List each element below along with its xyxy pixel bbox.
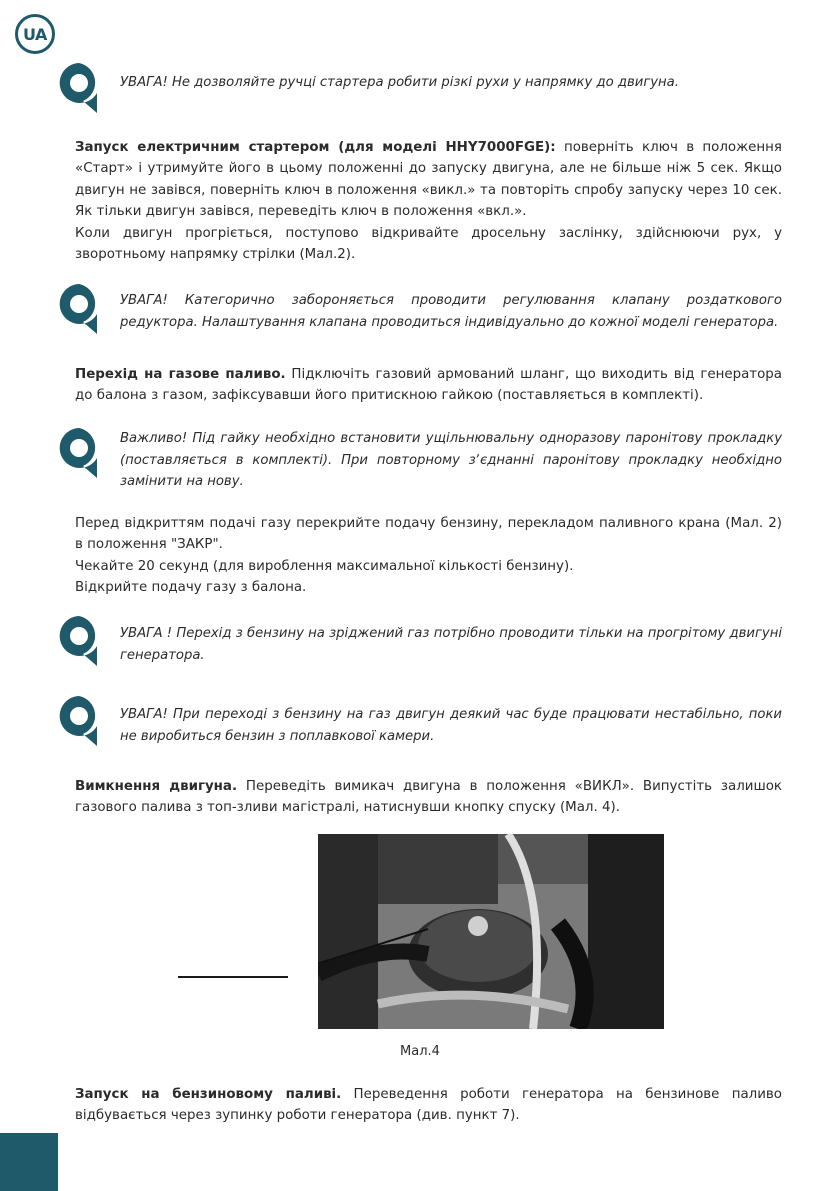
- gas-step: Перед відкриттям подачі газу перекрийте подачу бензину, перекладом паливного крана (Мал. 2) в положення "ЗАКР".: [75, 516, 782, 553]
- warning-note: УВАГА! При переході з бензину на газ двигун деякий час буде працювати нестабільно, поки не виробиться бензин з поплавкової камери.: [120, 707, 782, 744]
- gas-switch-text: Підключіть газовий армований шланг, що виходить від генератора до балона з газом, зафіксувавши його притискною гайкою (поставляється в комплекті).: [75, 367, 783, 404]
- language-badge: UA: [15, 14, 55, 54]
- figure-pointer-line: [178, 976, 288, 978]
- petrol-start-text: Переведення роботи генератора на бензинове паливо відбувається через зупинку роботи генератора (див. пункт 7).: [75, 1087, 782, 1124]
- warning-marker-icon: [57, 694, 101, 748]
- warning-note: УВАГА ! Перехід з бензину на зріджений газ потрібно проводити тільки на прогрітому двигуні генератора.: [120, 626, 782, 663]
- warning-note: УВАГА! Категорично забороняється проводити регулювання клапану роздаткового редуктора. Налаштування клапана проводиться індивідуально до кожної моделі генератора.: [120, 293, 782, 330]
- petrol-start-paragraph: [75, 1084, 782, 1127]
- gas-switch-paragraph: [75, 364, 782, 407]
- warning-marker-icon: [57, 282, 101, 336]
- warning-marker-icon: [57, 61, 101, 115]
- warning-marker-icon: [57, 614, 101, 668]
- engine-stop-text: Переведіть вимикач двигуна в положення «ВИКЛ». Випустіть залишок газового палива з топ-зливи магістралі, натиснувши кнопку спуску (Мал. 4).: [75, 779, 782, 816]
- warning-note: УВАГА! Не дозволяйте ручці стартера робити різкі рухи у напрямку до двигуна.: [120, 75, 679, 90]
- electric-start-paragraph: [75, 137, 782, 265]
- important-note: Важливо! Під гайку необхідно встановити ущільнювальну одноразову паронітову прокладку (поставляється в комплекті). При повторному зʼєднанні паронітову прокладку необхідно замінити на нову.: [120, 431, 782, 489]
- gas-valve-illustration: [318, 834, 664, 1029]
- engine-stop-paragraph: [75, 776, 782, 819]
- warning-marker-icon: [57, 426, 101, 480]
- page-edge-tab: [0, 1133, 58, 1191]
- gas-step: Чекайте 20 секунд (для вироблення максимальної кількості бензину).: [75, 558, 574, 574]
- gas-step: Відкрийте подачу газу з балона.: [75, 580, 307, 596]
- petrol-start-heading: Запуск на бензиновому паливі.: [75, 1087, 342, 1102]
- figure-caption: Мал.4: [400, 1044, 440, 1059]
- figure-photo: [318, 834, 664, 1029]
- gas-switch-heading: Перехід на газове паливо.: [75, 367, 286, 382]
- electric-start-heading: Запуск електричним стартером (для моделі HHY7000FGE):: [75, 140, 556, 155]
- gas-steps-paragraph: [75, 513, 782, 599]
- electric-start-text-2: Коли двигун прогріється, поступово відкривайте дросельну заслінку, здійснюючи рух, у зворотньому напрямку стрілки (Мал.2).: [75, 225, 782, 263]
- electric-start-text: поверніть ключ в положення «Старт» і утримуйте його в цьому положенні до запуску двигуна, але не більше ніж 5 сек. Якщо двигун не завівся, поверніть ключ в положення «викл.» та повторіть спробу запуску через 10 сек. Як тільки двигун завівся, переведіть ключ в положення «вкл.».: [75, 140, 782, 220]
- engine-stop-heading: Вимкнення двигуна.: [75, 779, 238, 794]
